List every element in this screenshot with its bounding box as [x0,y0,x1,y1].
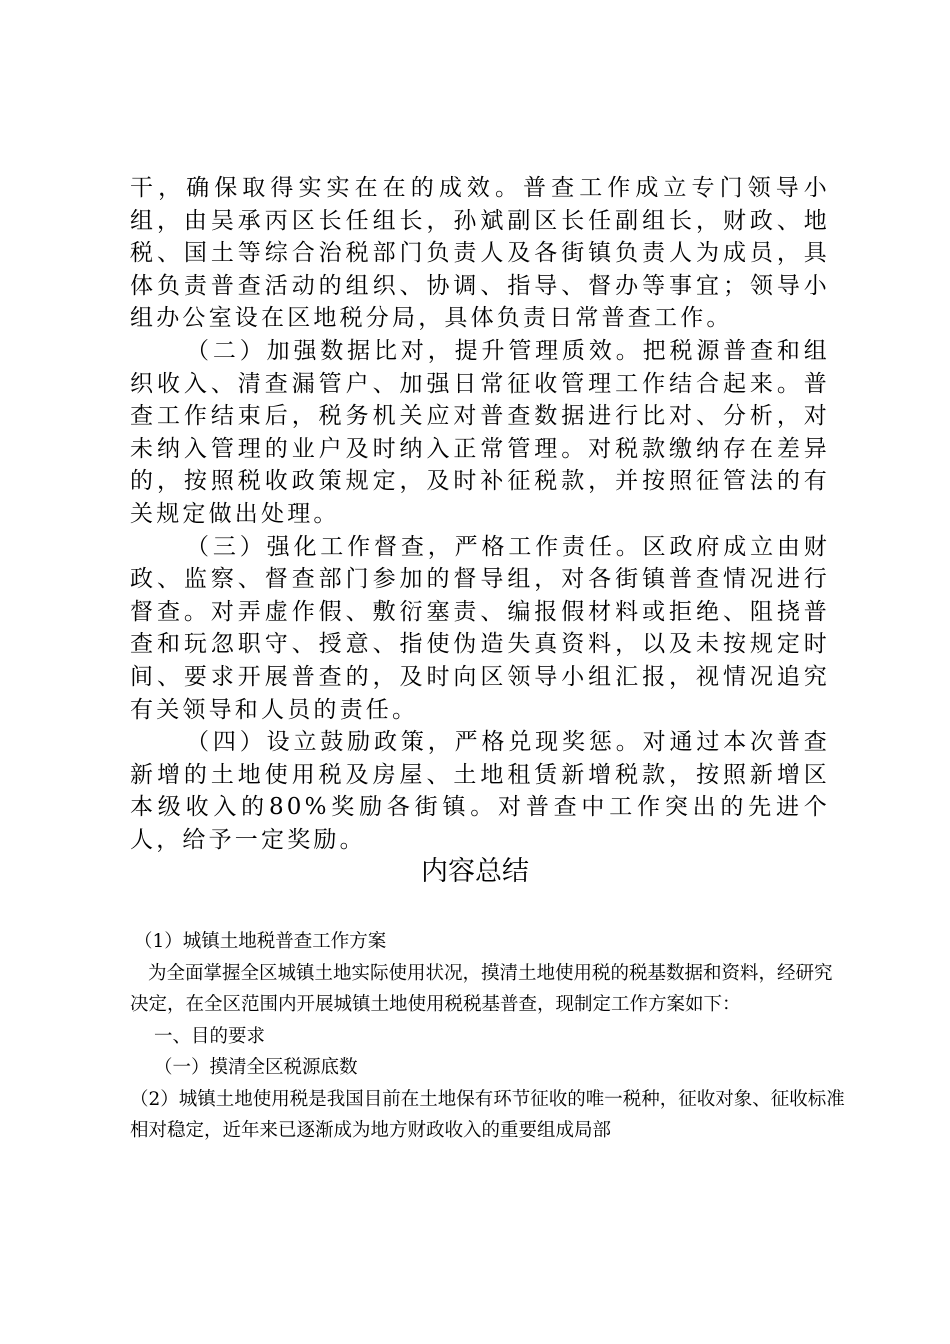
summary-heading-1: 一、目的要求 [154,1025,266,1047]
summary-paragraph-1: 为全面掌握全区城镇土地实际使用状况，摸清土地使用税的税基数据和资料，经研究决定，在全区范围内开展城镇土地使用税税基普查，现制定工作方案如下： [130,962,833,1015]
summary-heading-2: （一）摸清全区税源底数 [154,1057,358,1078]
summary-item-2: （2）城镇土地使用税是我国目前在土地保有环节征收的唯一税种，征收对象、征收标准相对稳定，近年来已逐渐成为地方财政收入的重要组成局部 [130,1088,845,1141]
paragraph-data-comparison: （二）加强数据比对，提升管理质效。把税源普查和组织收入、清查漏管户、加强日常征收管理工作结合起来。普查工作结束后，税务机关应对普查数据进行比对、分析，对未纳入管理的业户及时纳入正常管理。对税款缴纳存在差异的，按照税收政策规定，及时补征税款，并按照征管法的有关规定做出处理。 [130,337,830,527]
paragraph-supervision: （三）强化工作督查，严格工作责任。区政府成立由财政、监察、督查部门参加的督导组，对各街镇普查情况进行督查。对弄虚作假、敷衍塞责、编报假材料或拒绝、阻挠普查和玩忽职守、授意、指使伪造失真资料，以及未按规定时间、要求开展普查的，及时向区领导小组汇报，视情况追究有关领导和人员的责任。 [130,533,830,723]
document-body [130,172,830,856]
summary-item-1: （1）城镇土地税普查工作方案 [134,931,387,952]
paragraph-incentive-policy: （四）设立鼓励政策，严格兑现奖惩。对通过本次普查新增的土地使用税及房屋、土地租赁新增税款，按照新增区本级收入的80%奖励各街镇。对普查中工作突出的先进个人，给予一定奖励。 [130,729,830,853]
summary-section [130,926,850,1147]
paragraph-leadership: 干，确保取得实实在在的成效。普查工作成立专门领导小组，由吴承丙区长任组长，孙斌副区长任副组长，财政、地税、国土等综合治税部门负责人及各街镇负责人为成员，具体负责普查活动的组织、协调、指导、督办等事宜；领导小组办公室设在区地税分局，具体负责日常普查工作。 [130,175,830,332]
summary-title: 内容总结 [421,856,529,887]
